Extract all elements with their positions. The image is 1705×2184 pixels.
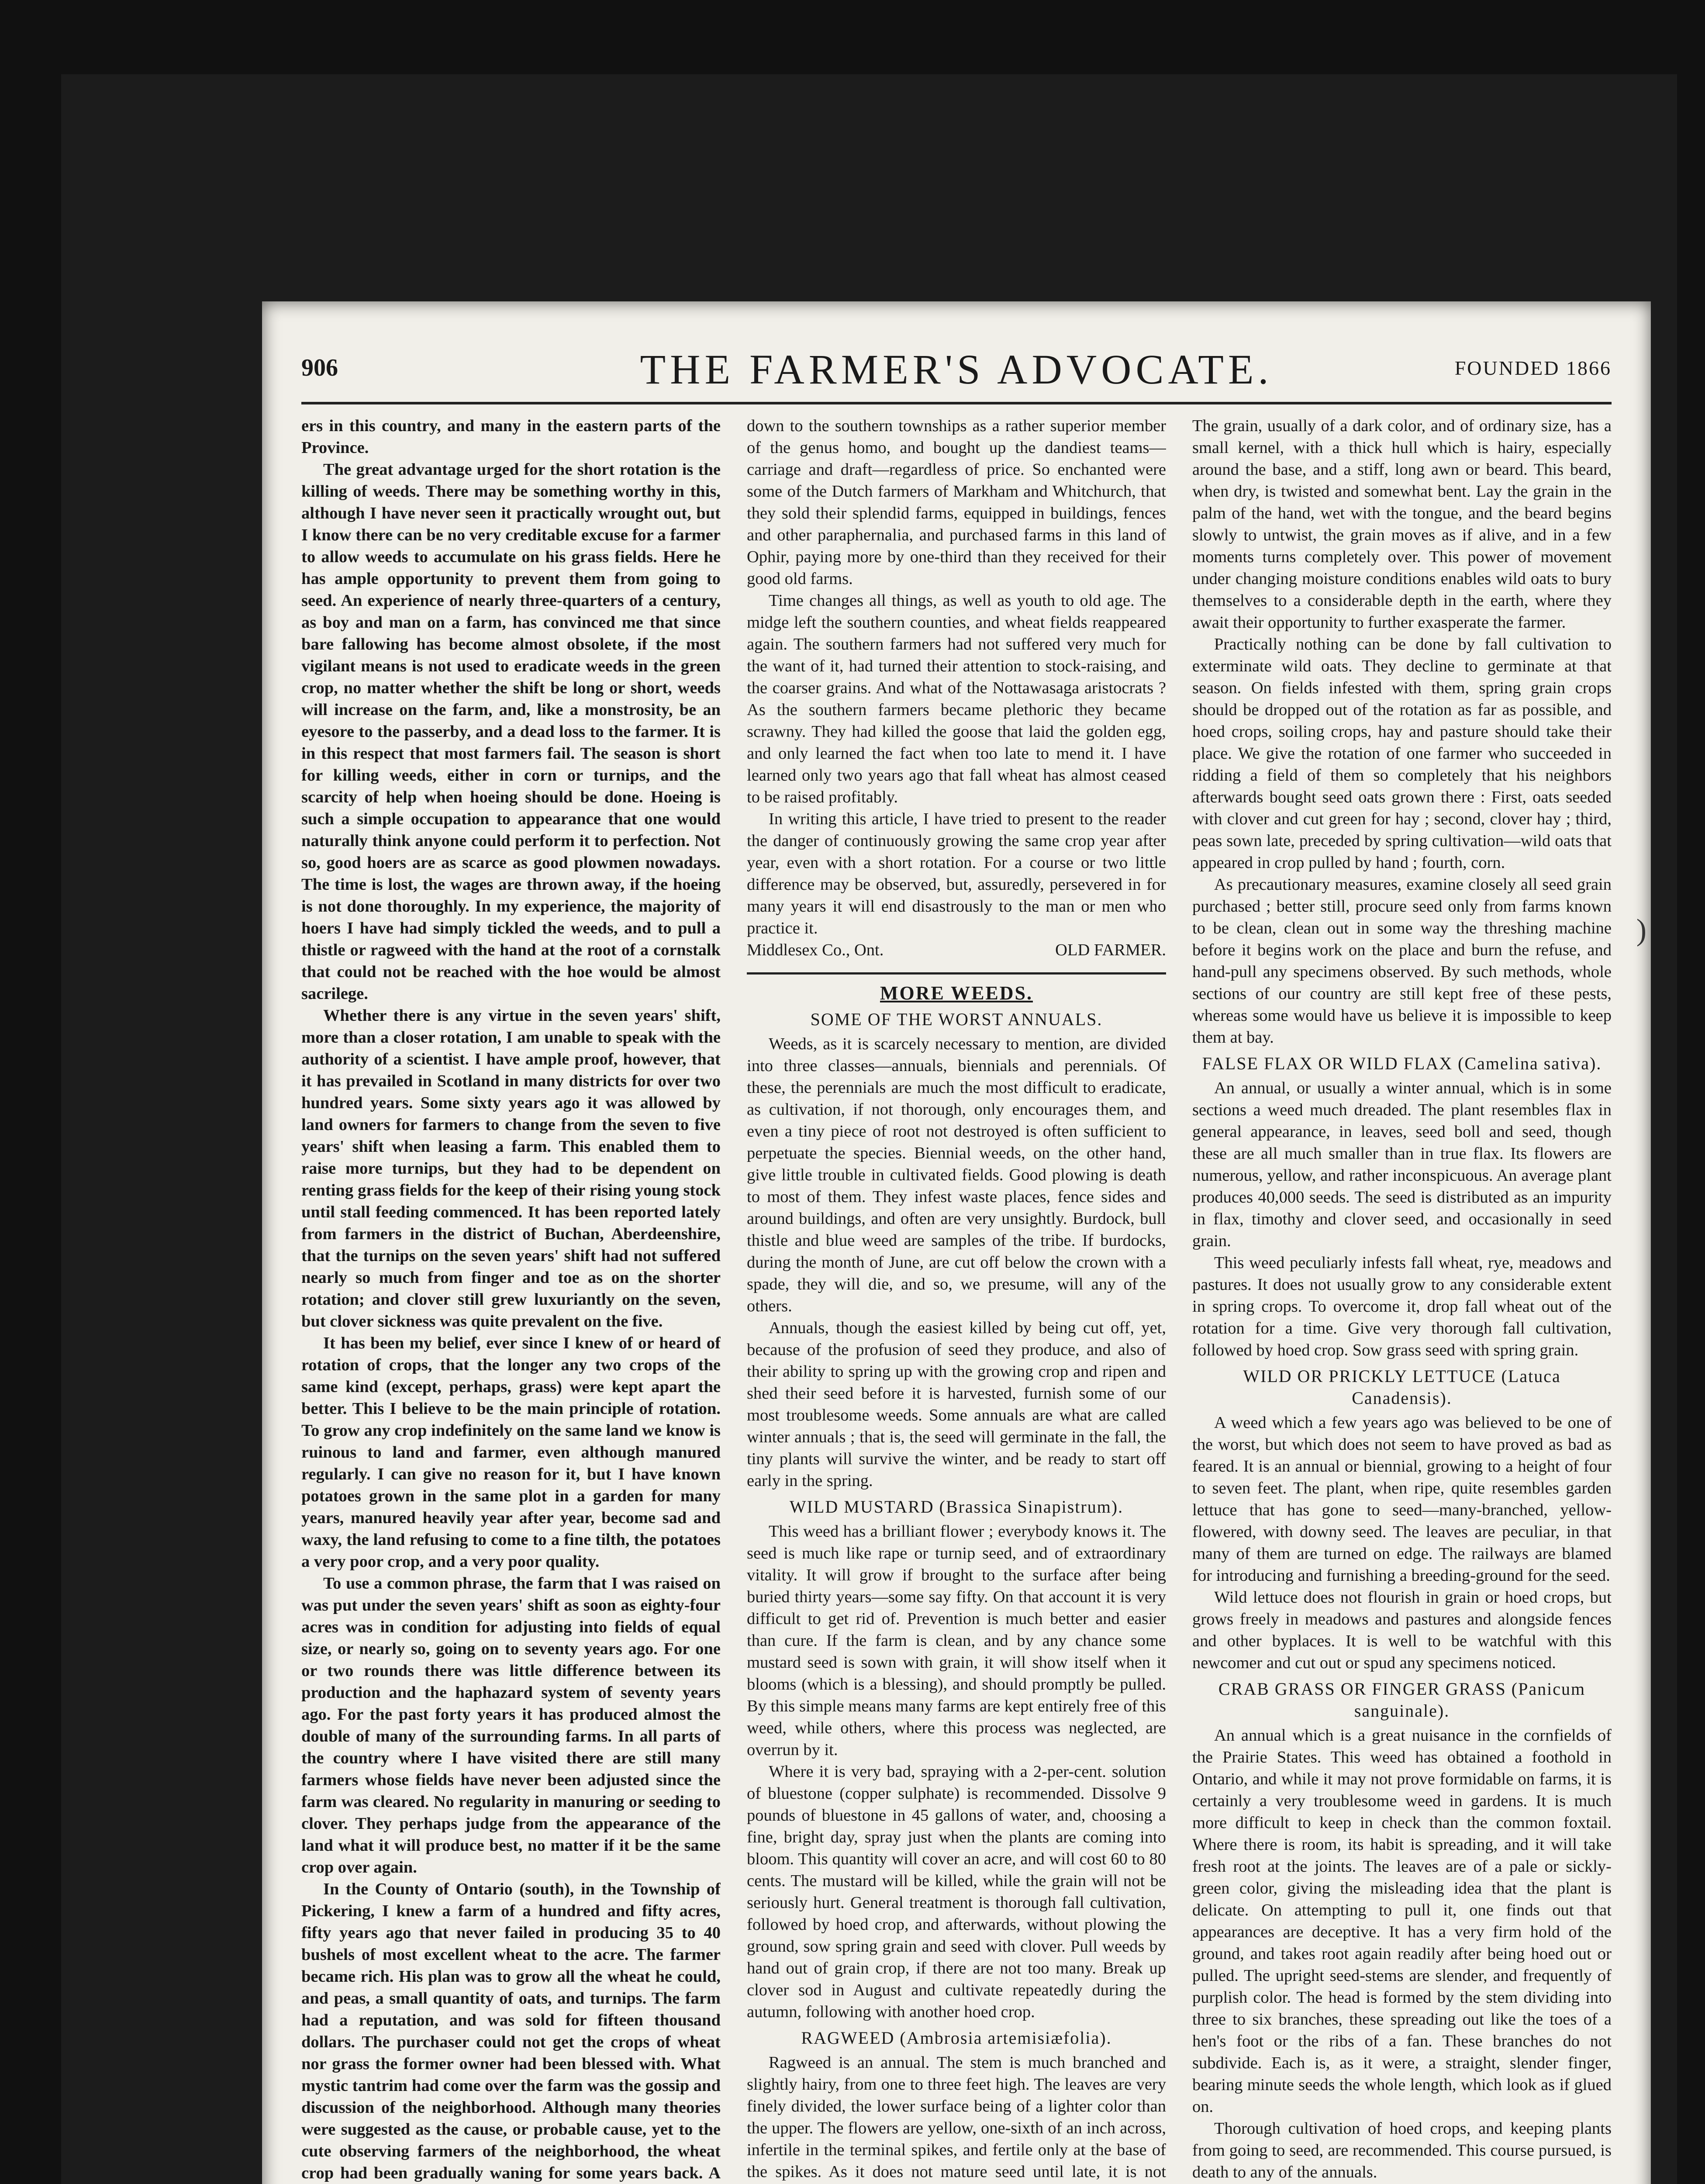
page-number: 906 xyxy=(301,354,338,381)
section-divider xyxy=(747,972,1166,975)
paragraph: down to the southern townships as a rather superior member of the genus homo, and bought up the dandiest teams—carriage and draft—regardless of price. So enchanted were some of the Dutch farmers of Markham and Whitchurch, that they sold their splendid farms, equipped in buildings, fences and other paraphernalia, and purchased farms in this land of Ophir, paying more by one-third than they received for their good old farms. xyxy=(747,417,1166,588)
paragraph: In writing this article, I have tried to present to the reader the danger of continuously growing the same crop year after year, even with a short rotation. For a course or two little difference may be observed, but, assuredly, persevered in for many years it will end disastrously to the man or men who practice it. xyxy=(747,810,1166,937)
paragraph: This weed has a brilliant flower ; everybody knows it. The seed is much like rape or turnip seed, and of extraordinary vitality. It will grow if brought to the surface after being buried thirty years—some say fifty. On that account it is very difficult to get rid of. Prevention is much better and easier than cure. If the farm is clean, and by any chance some mustard seed is sown with grain, it will show itself when it blooms (which is a blessing), and should promptly be pulled. By this simple means many farms are kept entirely free of this weed, while others, where this process was neglected, are overrun by it. xyxy=(747,1522,1166,1759)
column-3 xyxy=(1192,415,1612,2184)
section-title: MORE WEEDS. xyxy=(880,982,1033,1004)
paragraph: Ragweed is an annual. The stem is much branched and slightly hairy, from one to three feet high. The leaves are very finely divided, the lower surface being of a lighter color than the upper. The flowers are yellow, one-sixth of an inch across, infertile in the terminal spikes, and fertile only at the base of the spikes. As it does not mature seed until late, it is not xyxy=(747,2053,1166,2181)
subheading-wild-mustard: WILD MUSTARD (Brassica Sinapistrum). xyxy=(789,1497,1124,1517)
paragraph: The great advantage urged for the short rotation is the killing of weeds. There may be something worthy in this, although I have never seen it practically wrought out, but I know there can be no very creditable excuse for a farmer to allow weeds to accumulate on his grass fields. Here he has ample opportunity to prevent them from going to seed. An experience of nearly three-quarters of a century, as boy and man on a farm, has convinced me that since bare fallowing has become almost obsolete, if the most vigilant means is not used to eradicate weeds in the green crop, no matter whether the shift be long or short, weeds will increase on the farm, and, like a monstrosity, be an eyesore to the passerby, and a dead loss to the farmer. It is in this respect that most farmers fail. The season is short for killing weeds, either in corn or turnips, and the scarcity of help when hoeing should be done. Hoeing is such a simple occupation to appearance that one would naturally think anyone could perform it to perfection. Not so, good hoers are as scarce as good plowmen nowadays. The time is lost, the wages are thrown away, if the hoeing is not done thoroughly. In my experience, the majority of hoers I have had simply tickled the weeds, and to pull a thistle or ragweed with the hand at the root of a cornstalk that could not be reached with the hoe would be almost sacrilege. xyxy=(301,460,721,1003)
subheading-wild-lettuce: WILD OR PRICKLY LETTUCE (Latuca Canadensis). xyxy=(1243,1366,1561,1408)
article-signoff xyxy=(747,939,1166,961)
paragraph: Whether there is any virtue in the seven years' shift, more than a closer rotation, I am unable to speak with the authority of a scientist. I have ample proof, however, that it has prevailed in Scotland in many districts for over two hundred years. Some sixty years ago it was allowed by land owners for farmers to change from the seven to five years' shift when leasing a farm. This enabled them to raise more turnips, but they had to be dependent on renting grass fields for the keep of their rising young stock until stall feeding commenced. It has been reported lately from farmers in the district of Buchan, Aberdeenshire, that the turnips on the seven years' shift had not suffered nearly so much from finger and toe as on the shorter rotation; and clover still grew luxuriantly on the seven, but clover sickness was quite prevalent on the five. xyxy=(301,1006,721,1330)
paragraph: In the County of Ontario (south), in the Township of Pickering, I knew a farm of a hundred and fifty acres, fifty years ago that never failed in producing 35 to 40 bushels of most excellent wheat to the acre. The farmer became rich. His plan was to grow all the wheat he could, and peas, a small quantity of oats, and turnips. The farm had a reputation, and was sold for fifteen thousand dollars. The purchaser could not get the crops of wheat nor grass the former owner had been blessed with. What mystic tantrim had come over the farm was the gossip and discussion of the neighborhood. Although many theories were suggested as the cause, or probable cause, yet to the cute observing farmers of the neighborhood, the wheat crop had been gradually waning for some years back. A xyxy=(301,1880,721,2182)
page-header xyxy=(301,345,1612,404)
paragraph: It has been my belief, ever since I knew of or heard of rotation of crops, that the longer any two crops of the same kind (except, perhaps, grass) were kept apart the better. This I believe to be the main principle of rotation. To grow any crop indefinitely on the same land we know is ruinous to land and farmer, even although manured regularly. I can give no reason for it, but I have known potatoes grown in the same plot in a garden for many years, manured heavily year after year, become sad and waxy, the land refusing to come to a fine tilth, the potatoes a very poor crop, and a very poor quality. xyxy=(301,1334,721,1571)
paragraph: As precautionary measures, examine closely all seed grain purchased ; better still, procure seed only from farms known to be clean, clean out in some way the threshing machine before it begins work on the place and burn the refuse, and hand-pull any specimens observed. By such methods, whole sections of our country are still kept free of these pests, whereas some would have us believe it is impossible to keep them at bay. xyxy=(1192,875,1612,1047)
subheading-false-flax: FALSE FLAX OR WILD FLAX (Camelina sativa). xyxy=(1202,1054,1602,1073)
paragraph: A weed which a few years ago was believed to be one of the worst, but which does not seem to have proved as bad as feared. It is an annual or biennial, growing to a height of four to seven feet. The plant, when ripe, quite resembles garden lettuce that has gone to seed—many-branched, yellow-flowered, with downy seed. The leaves are peculiar, in that many of them are turned on edge. The railways are blamed for introducing and furnishing a breeding-ground for the seed. xyxy=(1192,1413,1612,1585)
column-1 xyxy=(301,415,721,2184)
subheading-ragweed: RAGWEED (Ambrosia artemisiæfolia). xyxy=(801,2028,1112,2048)
paragraph: Wild lettuce does not flourish in grain or hoed crops, but grows freely in meadows and pastures and alongside fences and other byplaces. It is well to be watchful with this newcomer and cut out or spud any specimens noticed. xyxy=(1192,1588,1612,1672)
paragraph: Annuals, though the easiest killed by being cut off, yet, because of the profusion of seed they produce, and also of their ability to spring up with the growing crop and ripen and shed their seed before it is harvested, furnish some of our most troublesome weeds. Some annuals are what are called winter annuals ; that is, the seed will germinate in the fall, the tiny plants will survive the winter, and be ready to start off early in the spring. xyxy=(747,1319,1166,1490)
paragraph: Where it is very bad, spraying with a 2-per-cent. solution of bluestone (copper sulphate) is recommended. Dissolve 9 pounds of bluestone in 45 gallons of water, and, choosing a fine, bright day, spray just when the plants are coming into bloom. This quantity will cover an acre, and will cost 60 to 80 cents. The mustard will be killed, while the grain will not be seriously hurt. General treatment is thorough fall cultivation, followed by hoed crop, and afterwards, without plowing the ground, sow spring grain and seed with clover. Pull weeds by hand out of grain crop, if there are not too many. Break up clover sod in August and cultivate repeatedly during the autumn, following with another hoed crop. xyxy=(747,1762,1166,2021)
paragraph: To use a common phrase, the farm that I was raised on was put under the seven years' shift as soon as eighty-four acres was in condition for adjusting into fields of equal size, or nearly so, going on to seventy years ago. For one or two rounds there was little difference between its production and the haphazard system of seventy years ago. For the past forty years it has produced almost the double of many of the surrounding farms. In all parts of the country where I have visited there are still many farmers whose fields have never been adjusted since the farm was cleared. No regularity in manuring or seeding to clover. They perhaps judge from the appearance of the land what it will produce best, no matter if it be the same crop over again. xyxy=(301,1574,721,1876)
column-2 xyxy=(747,415,1166,2184)
founded-date: FOUNDED 1866 xyxy=(1454,357,1612,379)
paragraph: Practically nothing can be done by fall cultivation to exterminate wild oats. They decline to germinate at that season. On fields infested with them, spring grain crops should be dropped out of the rotation as far as possible, and hoed crops, soiling crops, hay and pasture should take their place. We give the rotation of one farmer who succeeded in ridding a field of them so completely that his neighbors afterwards bought seed oats grown there : First, oats seeded with clover and cut green for hay ; second, clover hay ; third, peas sown late, preceded by spring cultivation—wild oats that appeared in crop pulled by hand ; fourth, corn. xyxy=(1192,635,1612,872)
subheading-crab-grass: CRAB GRASS OR FINGER GRASS (Panicum sanguinale). xyxy=(1218,1679,1586,1721)
signoff-place: Middlesex Co., Ont. xyxy=(747,941,884,959)
paragraph: Thorough cultivation of hoed crops, and keeping plants from going to seed, are recommended. This course pursued, is death to any of the annuals. xyxy=(1192,2119,1612,2181)
section-subtitle: SOME OF THE WORST ANNUALS. xyxy=(810,1009,1103,1029)
journal-title: THE FARMER'S ADVOCATE. xyxy=(640,346,1273,393)
paragraph: Weeds, as it is scarcely necessary to mention, are divided into three classes—annuals, biennials and perennials. Of these, the perennials are much the most difficult to eradicate, as cultivation, if not thorough, only encourages them, and even a tiny piece of root not destroyed is often sufficient to perpetuate the species. Biennial weeds, on the other hand, give little trouble in cultivated fields. Good plowing is death to most of them. They infest waste places, fence sides and around buildings, and often are very unsightly. Burdock, bull thistle and blue weed are samples of the tribe. If burdocks, during the month of June, are cut off below the crown with a spade, they will die, and so, we presume, will any of the others. xyxy=(747,1035,1166,1315)
paragraph: An annual, or usually a winter annual, which is in some sections a weed much dreaded. The plant resembles flax in general appearance, in leaves, seed boll and seed, though these are all much smaller than in true flax. Its flowers are numerous, yellow, and rather inconspicuous. An average plant produces 40,000 seeds. The seed is distributed as an impurity in flax, timothy and clover seed, and occasionally in seed grain. xyxy=(1192,1079,1612,1250)
paragraph: An annual which is a great nuisance in the cornfields of the Prairie States. This weed has obtained a foothold in Ontario, and while it may not prove formidable on farms, it is certainly a very troublesome weed in gardens. It is much more difficult to keep in check than the common foxtail. Where there is room, its habit is spreading, and it will take fresh root at the joints. The leaves are of a pale or sickly-green color, giving the misleading idea that the plant is delicate. On attempting to pull it, one finds out that appearances are deceptive. It has a very firm hold of the ground, and takes root again readily after being hoed out or pulled. The upright seed-stems are slender, and frequently of purplish color. The head is formed by the stem dividing into three to six branches, these spreading out like the toes of a hen's foot or the ribs of a fan. These branches do not subdivide. Each is, as it were, a straight, slender finger, bearing minute seeds the whole length, which look as if glued on. xyxy=(1192,1726,1612,2116)
article-columns xyxy=(301,415,1612,2184)
page-edge-mark: ) xyxy=(1636,913,1646,947)
paragraph: The grain, usually of a dark color, and of ordinary size, has a small kernel, with a thick hull which is hairy, especially around the base, and a stiff, long awn or beard. This beard, when dry, is twisted and somewhat bent. Lay the grain in the palm of the hand, wet with the tongue, and the beard begins slowly to untwist, the grain moves as if alive, and in a few moments turns completely over. This power of movement under changing moisture conditions enables wild oats to bury themselves to a considerable depth in the earth, where they await their opportunity to further exasperate the farmer. xyxy=(1192,417,1612,632)
newspaper-page xyxy=(262,301,1651,2184)
paragraph: This weed peculiarly infests fall wheat, rye, meadows and pastures. It does not usually grow to any considerable extent in spring crops. To overcome it, drop fall wheat out of the rotation for a time. Give very thorough fall cultivation, followed by hoed crop. Sow grass seed with spring grain. xyxy=(1192,1254,1612,1359)
paragraph: Time changes all things, as well as youth to old age. The midge left the southern counties, and wheat fields reappeared again. The southern farmers had not suffered very much for the want of it, had turned their attention to stock-raising, and the coarser grains. And what of the Nottawasaga aristocrats ? As the southern farmers became plethoric they became scrawny. They had killed the goose that laid the golden egg, and only learned the fact when too late to mend it. I have learned only two years ago that fall wheat has almost ceased to be raised profitably. xyxy=(747,591,1166,806)
signoff-author: OLD FARMER. xyxy=(1055,941,1166,959)
paragraph: ers in this country, and many in the eastern parts of the Province. xyxy=(301,417,721,457)
